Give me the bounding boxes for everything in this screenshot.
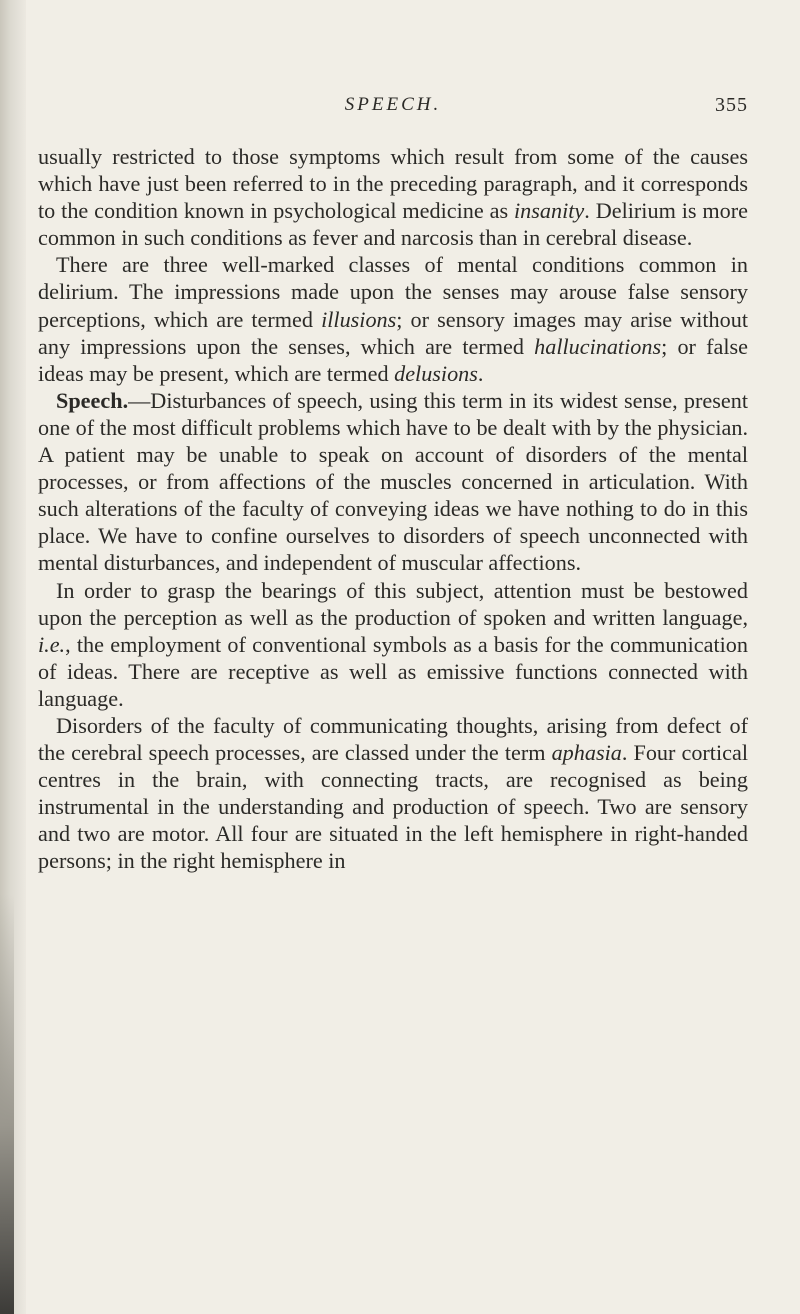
italic-term: delusions — [394, 360, 478, 386]
text-run: ; or sensory images may arise without any impressions upon the senses, which are termed — [38, 306, 748, 359]
italic-term: insanity — [514, 198, 585, 224]
italic-term: illusions — [321, 306, 397, 332]
paragraph — [38, 712, 748, 875]
italic-term: aphasia — [551, 740, 622, 766]
page-header — [38, 94, 748, 124]
section-side-heading: Speech. — [56, 387, 129, 413]
text-run: , the employment of conventional symbols as a basis for the communication of ideas. There are receptive as well as emissive functions connected with language. — [38, 631, 748, 711]
paragraph — [38, 143, 748, 251]
text-run: Disorders of the faculty of communicating thoughts, arising from defect of the cerebral speech processes, are classed under the term — [38, 712, 748, 766]
text-run: usually restricted to those symptoms which result from some of the causes which have just been referred to in the preceding paragraph, and it corresponds to the condition known in psychological medicine as — [38, 144, 748, 224]
page-number: 355 — [715, 94, 748, 116]
body-text — [38, 143, 748, 875]
text-run: In order to grasp the bearings of this subject, attention must be bestowed upon the perception as well as the production of spoken and written language, — [38, 577, 748, 630]
page-edge-shadow — [0, 894, 14, 1314]
paragraph — [38, 251, 748, 386]
text-run: . Four cortical centres in the brain, with connecting tracts, are recognised as being instrumental in the understanding and production of speech. Two are sensory and two are motor. All four are situated in the left hemisphere in right-handed persons; in the right hemisphere in — [38, 740, 748, 874]
text-run: There are three well-marked classes of mental conditions common in delirium. The impressions made upon the senses may arouse false sensory perceptions, which are termed — [38, 252, 748, 332]
text-run: . — [477, 360, 484, 386]
running-head: SPEECH. — [344, 94, 442, 115]
italic-term: hallucinations — [534, 333, 662, 359]
text-run: ; or false ideas may be present, which are termed — [38, 333, 748, 386]
paragraph — [38, 577, 748, 712]
paragraph — [38, 387, 748, 577]
text-run: —Disturbances of speech, using this term in its widest sense, present one of the most difficult problems which have to be dealt with by the physician. A patient may be unable to speak on account of disorders of the mental processes, or from affections of the muscles concerned in articulation. With such alterations of the faculty of conveying ideas we have nothing to do in this place. We have to confine ourselves to disorders of speech unconnected with mental disturbances, and independent of muscular affections. — [38, 387, 748, 576]
text-run: . Delirium is more common in such conditions as fever and narcosis than in cerebral disease. — [38, 198, 748, 251]
italic-term: i.e. — [38, 631, 66, 657]
